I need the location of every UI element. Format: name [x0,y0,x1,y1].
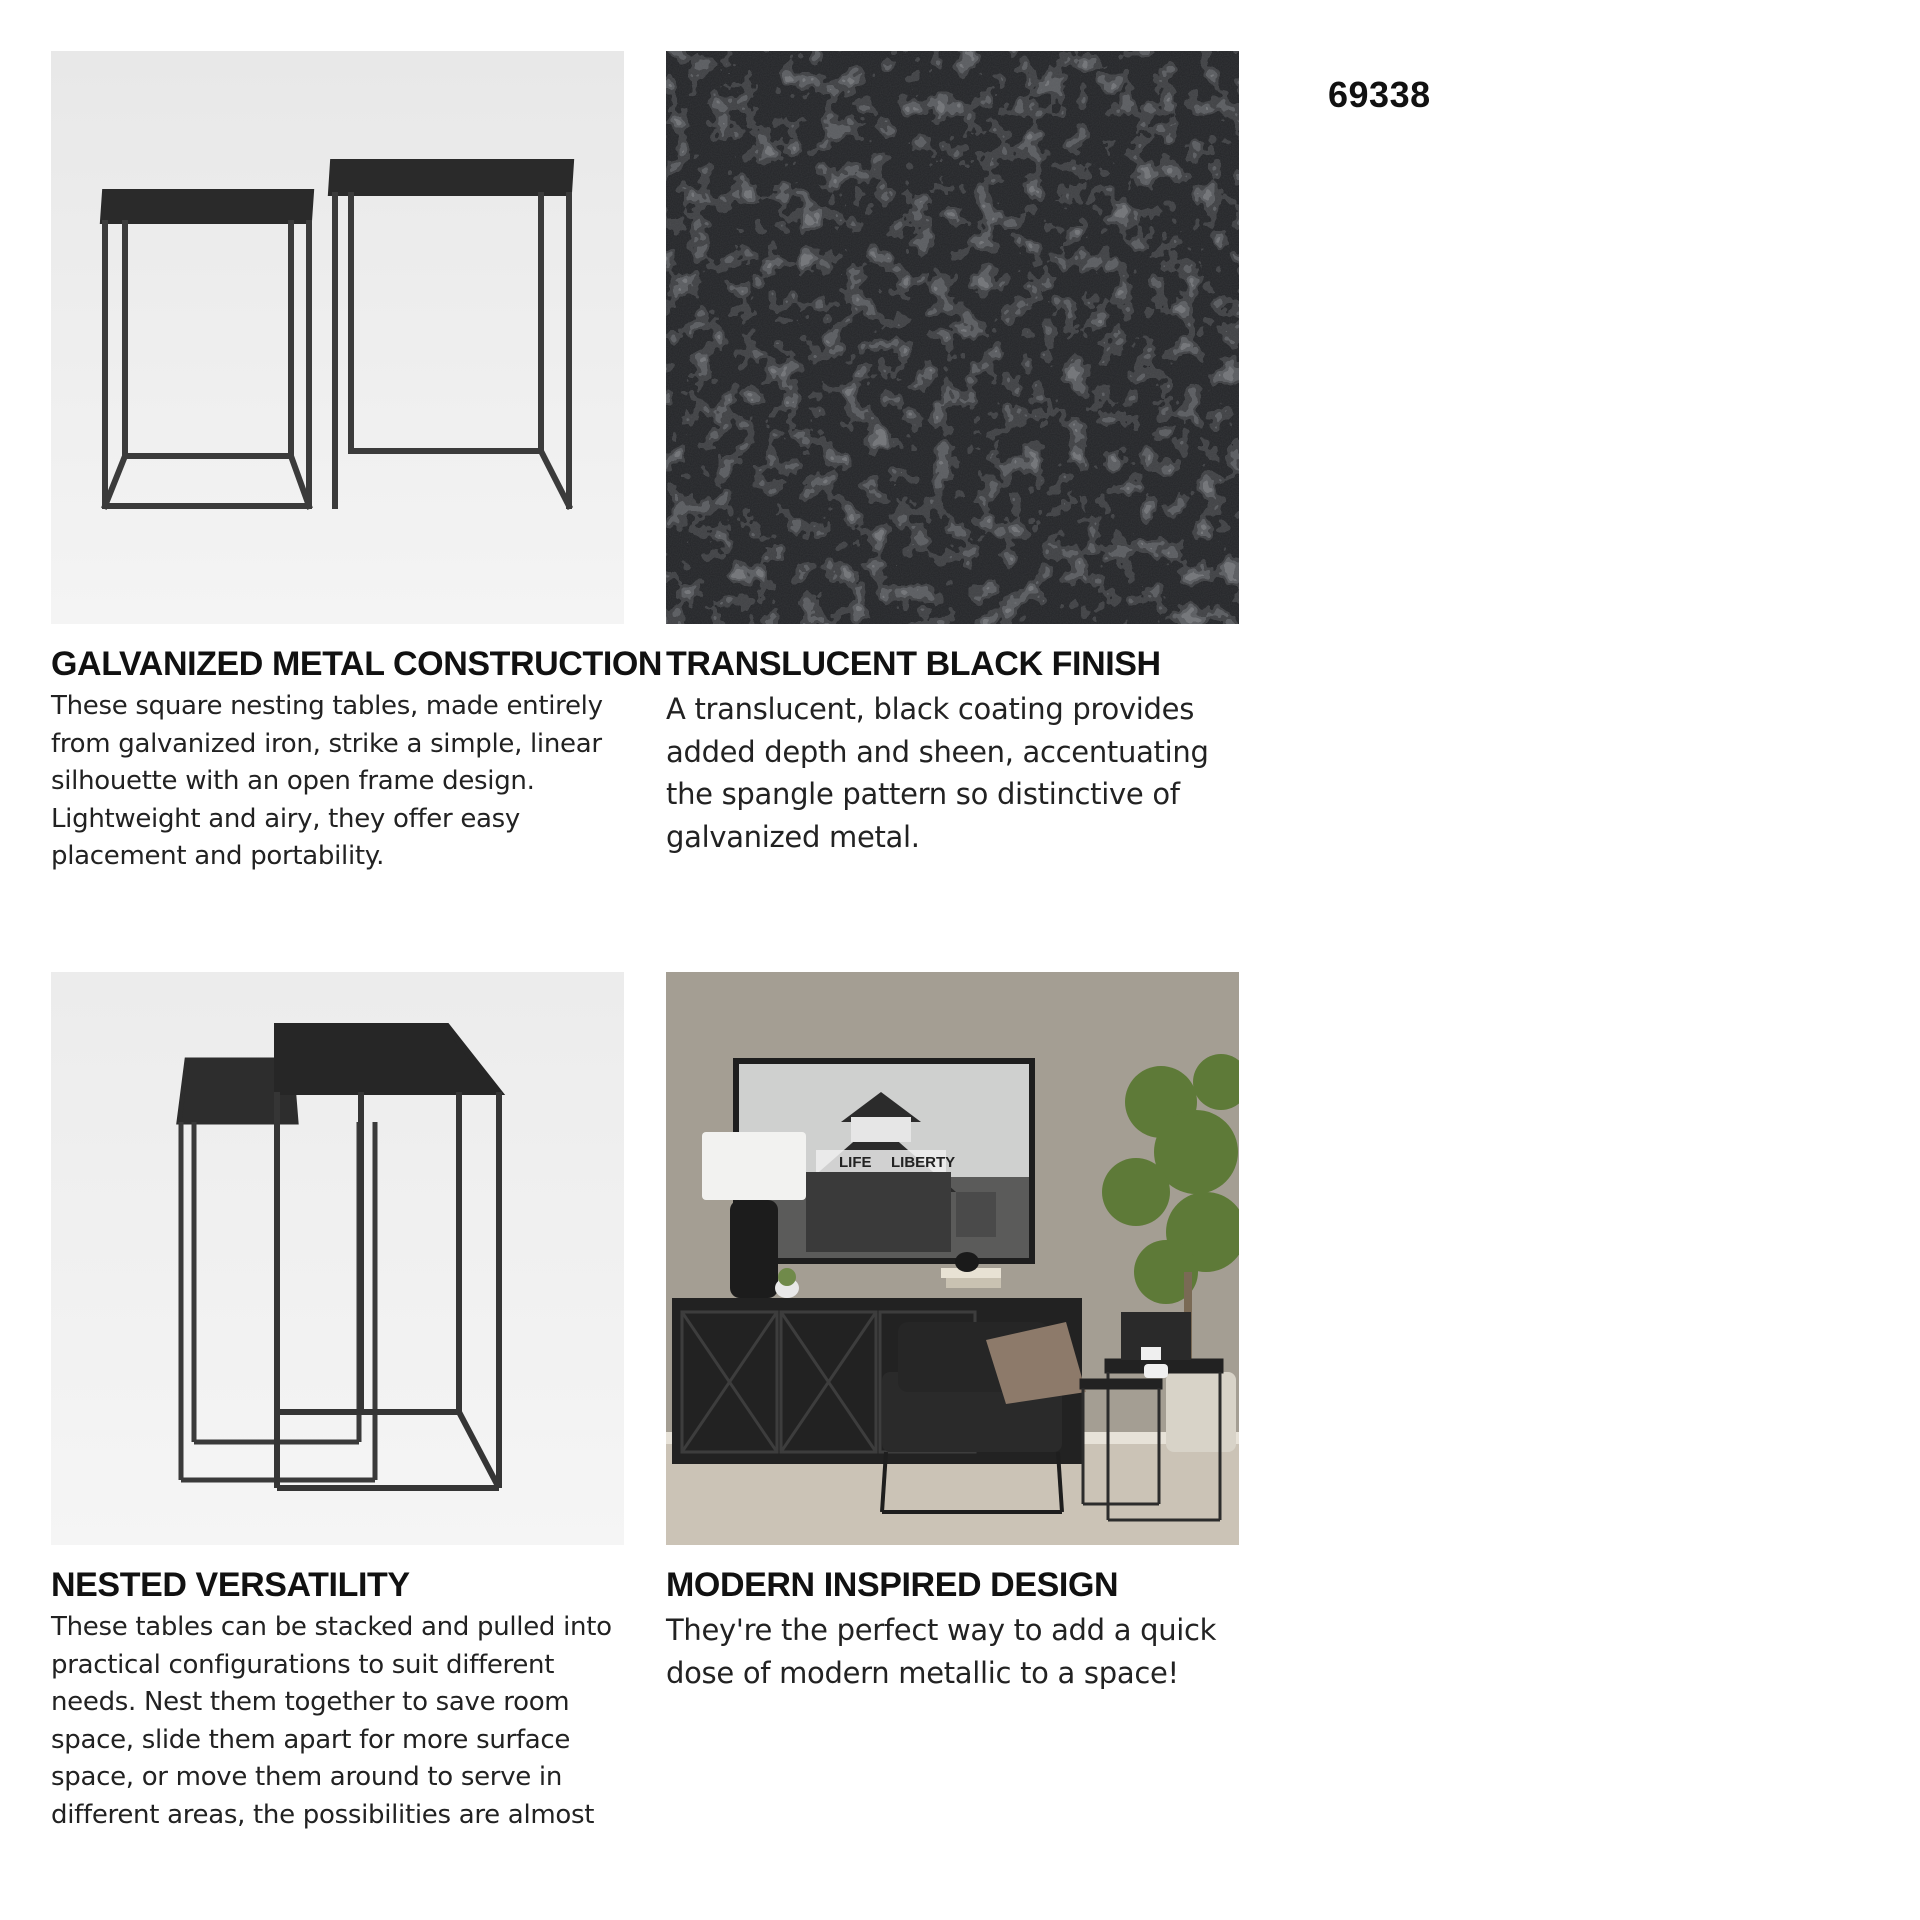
feature-card-construction [51,51,663,876]
feature-heading: GALVANIZED METAL CONSTRUCTION [51,645,663,683]
feature-card-finish [666,51,1239,858]
side-by-side-tables-photo [51,51,624,624]
feature-heading: TRANSLUCENT BLACK FINISH [666,645,1161,683]
feature-description: They're the perfect way to add a quick dose of modern metallic to a space! [666,1613,1217,1690]
feature-heading: MODERN INSPIRED DESIGN [666,1566,1119,1604]
barn-sign-right: LIBERTY [891,1154,956,1171]
galvanized-spangle-texture-photo [666,51,1239,624]
nested-tables-photo [51,972,624,1545]
barn-sign-left: LIFE [839,1154,872,1171]
product-id: 69338 [1328,74,1431,115]
feature-description: A translucent, black coating provides added depth and sheen, accentuating the spangle pattern so distinctive of galvanized metal. [666,692,1209,854]
feature-card-nesting [51,972,624,1834]
feature-description: These tables can be stacked and pulled into practical configurations to suit different needs. Nest them together to save room space, slide them apart for more surface space, or move them around to serve in different areas, the possibilities are almost [51,1612,612,1830]
feature-description: These square nesting tables, made entirely from galvanized iron, strike a simple, linear silhouette with an open frame design. Lightweight and airy, they offer easy placement and portability. [51,691,603,871]
feature-card-design [666,972,1239,1694]
feature-heading: NESTED VERSATILITY [51,1566,410,1604]
living-room-scene-photo [666,972,1239,1545]
